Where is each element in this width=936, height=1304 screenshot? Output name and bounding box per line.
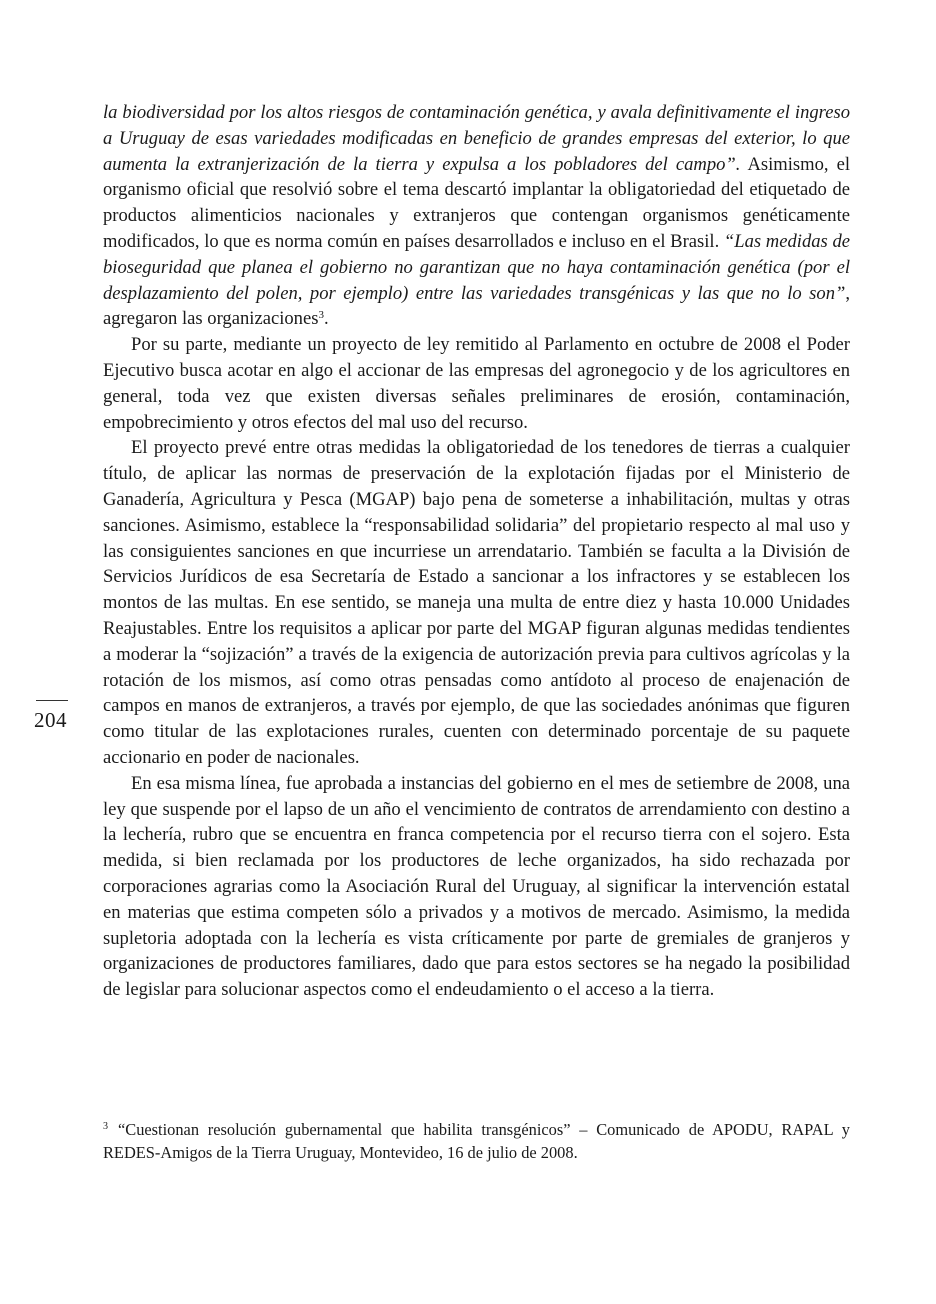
paragraph-4: En esa misma línea, fue aprobada a instancias del gobierno en el mes de setiembre de 2008, una ley que suspende por el lapso de un año el vencimiento de contratos de arrendamiento con destino a la lechería, rubro que se encuentra en franca competencia por el recurso tierra con el sojero. Esta medida, si bien reclamada por los productores de leche organizados, ha sido rechazada por corporaciones agrarias como la Asociación Rural del Uruguay, al significar la intervención estatal en materias que estima competen sólo a privados y a motivos de mercado. Asimismo, la medida supletoria adoptada con la lechería es vista críticamente por parte de gremiales de granjeros y organizaciones de productores familiares, dado que para estos sectores se ha negado la posibilidad de legislar para solucionar aspectos como el endeudamiento o el acceso a la tierra. bbox=[103, 772, 850, 1001]
body-text bbox=[103, 100, 850, 1003]
paragraph-1-text: Asimismo, el organismo oficial que resolvió sobre el tema descartó implantar la obligatoriedad del etiquetado de productos alimenticios nacionales y extranjeros que contengan organismos genéticamente modificados, lo que es norma común en países desarrollados e incluso en el Brasil. bbox=[103, 153, 850, 252]
paragraph-1-tail: , agregaron las organizaciones bbox=[103, 282, 850, 330]
quote-biodiversity: la biodiversidad por los altos riesgos de contaminación genética, y avala definitivamente el ingreso a Uruguay de esas variedades modificadas en beneficio de grandes empresas del exterior, lo que aumenta la extranjerización de la tierra y expulsa a los pobladores del campo”. bbox=[103, 102, 850, 175]
paragraph-3: El proyecto prevé entre otras medidas la obligatoriedad de los tenedores de tierras a cualquier título, de aplicar las normas de preservación de la explotación fijadas por el Ministerio de Ganadería, Agricultura y Pesca (MGAP) bajo pena de someterse a inhabilitación, multas y otras sanciones. Asimismo, establece la “responsabilidad solidaria” del propietario respecto al mal uso y las consiguientes sanciones en que incurriese un arrendatario. También se faculta a la División de Servicios Jurídicos de esa Secretaría de Estado a sancionar a los infractores y se establecen los montos de las multas. En ese sentido, se maneja una multa de entre diez y hasta 10.000 Unidades Reajustables. Entre los requisitos a aplicar por parte del MGAP figuran algunas medidas tendientes a moderar la “sojización” a través de la exigencia de autorización previa para cultivos agrícolas y la rotación de los mismos, así como otras pensadas como antídoto al proceso de enajenación de campos en manos de extranjeros, a través por ejemplo, de que las sociedades anónimas que figuren como titular de las explotaciones rurales, cuenten con determinado porcentaje de su paquete accionario en poder de nacionales. bbox=[103, 437, 850, 768]
paragraph-1 bbox=[103, 100, 850, 332]
footnote-marker: 3 bbox=[103, 1121, 108, 1132]
page-number-rule bbox=[36, 700, 68, 701]
paragraph-2: Por su parte, mediante un proyecto de ley remitido al Parlamento en octubre de 2008 el Poder Ejecutivo busca acotar en algo el accionar de las empresas del agronegocio y de los agricultores en general, toda vez que existen diversas señales preliminares de erosión, contaminación, empobrecimiento y otros efectos del mal uso del recurso. bbox=[103, 334, 850, 433]
footnote-reference[interactable]: 3 bbox=[318, 309, 324, 322]
footnote bbox=[103, 1119, 850, 1164]
footnote-text: “Cuestionan resolución gubernamental que habilita transgénicos” – Comunicado de APODU, RAPAL y REDES-Amigos de la Tierra Uruguay, Montevideo, 16 de julio de 2008. bbox=[103, 1120, 850, 1162]
page-number: 204 bbox=[34, 708, 67, 732]
paragraph-1-end: . bbox=[323, 308, 329, 330]
quote-bioseguridad: “Las medidas de bioseguridad que planea el gobierno no garantizan que no haya contaminación genética (por el desplazamiento del polen, por ejemplo) entre las variedades transgénicas y las que no lo son” bbox=[103, 230, 850, 304]
